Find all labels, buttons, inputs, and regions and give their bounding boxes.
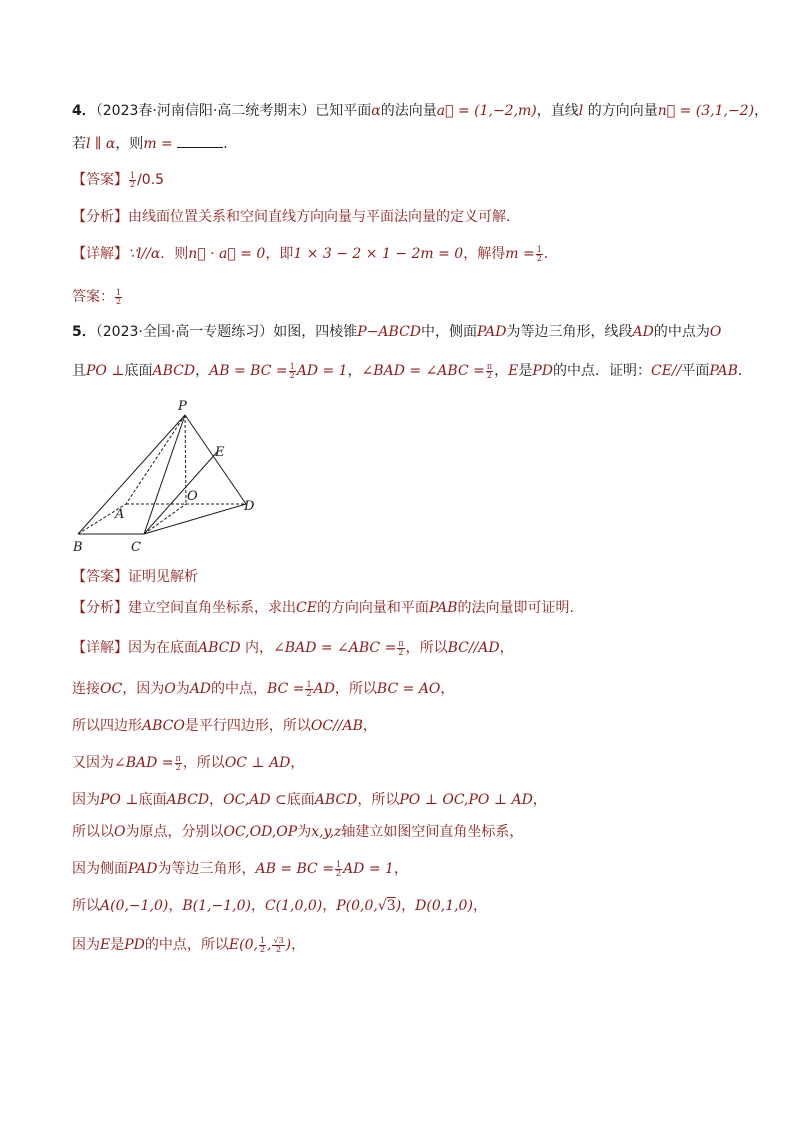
math: E(0,	[228, 937, 258, 953]
math: O	[164, 681, 176, 697]
math: AB = BC =	[209, 363, 288, 379]
math: ABCD	[166, 792, 210, 808]
math: OC	[100, 681, 123, 697]
math: ∠BAD = ∠ABC =	[361, 363, 485, 379]
math: E	[100, 937, 111, 953]
text: 的中点，	[211, 681, 268, 697]
math: 1 × 3 − 2 × 1 − 2m = 0	[293, 246, 464, 262]
answer-text: 证明见解析	[128, 569, 198, 585]
numerator: 1	[259, 935, 266, 945]
math: m =	[505, 246, 535, 262]
label-e: E	[215, 445, 225, 460]
math: PAD	[477, 324, 507, 340]
math: PO ⊥	[100, 792, 139, 808]
math: AD = 1	[296, 363, 348, 379]
text: ，	[472, 898, 487, 914]
text: ，	[532, 792, 547, 808]
edge-cd	[144, 504, 246, 534]
denominator: 2	[536, 253, 542, 263]
text: ，	[209, 792, 224, 808]
text: 因为	[72, 937, 100, 953]
numerator: 1	[335, 859, 342, 869]
math: PO ⊥ OC,PO ⊥ AD	[399, 792, 533, 808]
math: OC ⊥ AD	[224, 755, 291, 771]
fraction	[335, 861, 342, 878]
q5-detail-1	[72, 638, 754, 658]
math-alpha: α	[371, 103, 381, 119]
numerator: 1	[130, 170, 136, 180]
math: PAB	[428, 600, 458, 616]
text: 内，	[240, 640, 274, 656]
answer-tag: 【答案】	[72, 172, 128, 188]
math: ABCD	[152, 363, 196, 379]
math: )	[285, 937, 292, 953]
text: 连接	[72, 681, 100, 697]
math: PAB	[709, 363, 738, 379]
denominator: 2	[289, 370, 295, 380]
denominator: 2	[486, 370, 493, 380]
denominator: 2	[259, 944, 266, 954]
math: AD	[632, 324, 654, 340]
text: 的中点，所以	[144, 937, 229, 953]
fraction	[397, 640, 404, 657]
text: 为等边三角形，	[157, 861, 256, 877]
math: AD	[313, 681, 335, 697]
math-line-l: l	[578, 103, 584, 119]
answer-alt: /0.5	[137, 172, 165, 188]
text: ，	[250, 898, 265, 914]
text: ．则	[160, 246, 189, 262]
text: ，因为	[122, 681, 165, 697]
numerator: π	[398, 638, 404, 648]
math: ∠BAD =	[114, 755, 174, 771]
q5-detail-3	[72, 716, 754, 736]
denominator: 2	[130, 179, 136, 189]
q5-detail-7	[72, 859, 754, 879]
question-number: 5．	[72, 324, 96, 340]
fraction	[129, 172, 136, 189]
text: ，	[494, 363, 509, 379]
segment-po	[185, 415, 186, 504]
math: PO ⊥	[86, 363, 125, 379]
text: 底面	[286, 792, 315, 808]
text: 所以四边形	[72, 718, 142, 734]
text: 的法向量即可证明.	[457, 600, 574, 616]
text: .	[543, 246, 549, 262]
q5-detail-6	[72, 822, 754, 842]
fraction	[536, 246, 543, 263]
text: ，解得	[463, 246, 506, 262]
text: 平面	[681, 363, 710, 379]
numerator: π	[175, 753, 181, 763]
math: OC,OD,OP	[223, 824, 298, 840]
label-p: P	[178, 399, 187, 414]
math: PD	[124, 937, 145, 953]
text: 为等边三角形，线段	[506, 324, 633, 340]
math: ∵l//α	[128, 246, 161, 262]
text: 如图，四棱锥	[273, 324, 358, 340]
text: 是	[518, 363, 533, 379]
q5-answer	[72, 567, 754, 587]
fraction	[272, 937, 284, 954]
label-o: O	[187, 489, 198, 504]
label-b: B	[73, 540, 83, 555]
analysis-tag: 【分析】	[72, 600, 128, 616]
q4-stem-line1	[72, 101, 769, 121]
label-d: D	[244, 499, 255, 514]
math-normal-vector: a⃗ = (1,−2,m)	[436, 103, 537, 119]
math: ABCO	[142, 718, 185, 734]
question-number: 4．	[72, 103, 96, 119]
text: ，直线	[536, 103, 579, 119]
q4-analysis	[72, 207, 754, 227]
math: BC =	[267, 681, 305, 697]
fraction	[259, 937, 266, 954]
math: OC,AD ⊂	[223, 792, 287, 808]
text: 因为在底面	[128, 640, 198, 656]
numerator: √3	[273, 935, 284, 945]
text: ，所以	[405, 640, 448, 656]
text: 所以	[72, 898, 100, 914]
text: 中，侧面	[421, 324, 478, 340]
q5-detail-4	[72, 753, 754, 773]
fraction	[486, 363, 493, 380]
text: 为原点，分别以	[125, 824, 224, 840]
numerator: π	[486, 361, 493, 371]
math: PAD	[128, 861, 158, 877]
segment-ce	[144, 452, 217, 534]
answer-tag: 【答案】	[72, 569, 128, 585]
math: AD = 1	[343, 861, 394, 877]
math: C(1,0,0)	[264, 898, 323, 914]
math: OC//AB	[310, 718, 363, 734]
math-direction-vector: n⃗ = (3,1,−2)	[657, 103, 755, 119]
numerator: 1	[116, 287, 122, 297]
text: 若	[72, 136, 86, 152]
math-condition: l ∥ α	[86, 136, 116, 152]
q4-stem-line2	[72, 133, 754, 154]
math: 3	[386, 898, 396, 914]
text: ，	[499, 640, 514, 656]
q4-answer	[72, 170, 754, 190]
math: BC//AD	[447, 640, 500, 656]
detail-tag: 【详解】	[72, 246, 128, 262]
text: 底面	[124, 363, 153, 379]
sqrt-symbol: √	[377, 898, 387, 914]
math: P(0,0,	[336, 898, 378, 914]
q5-analysis	[72, 598, 754, 618]
text: ，	[347, 363, 362, 379]
q4-detail	[72, 244, 754, 264]
edge-pc	[144, 415, 185, 534]
math: n⃗ · a⃗ = 0	[188, 246, 266, 262]
math-m: m =	[143, 136, 173, 152]
text: 为	[175, 681, 190, 697]
q5-detail-2	[72, 679, 754, 699]
text: ，则	[115, 136, 144, 152]
denominator: 2	[398, 647, 404, 657]
numerator: 1	[536, 244, 542, 254]
text: 建立空间直角坐标系，求出	[128, 600, 296, 616]
analysis-text: 由线面位置关系和空间直线方向向量与平面法向量的定义可解.	[128, 209, 511, 225]
math: A(0,−1,0)	[100, 898, 169, 914]
text: 又因为	[72, 755, 114, 771]
text: ，所以	[182, 755, 225, 771]
math: ABCD	[314, 792, 358, 808]
q5-detail-9	[72, 935, 754, 955]
text: 且	[72, 363, 86, 379]
text: 为	[297, 824, 312, 840]
q4-final	[72, 287, 754, 307]
text: ，	[291, 937, 306, 953]
text: ，	[754, 103, 769, 119]
math: O	[709, 324, 722, 340]
denominator: 2	[335, 868, 342, 878]
fraction	[305, 681, 312, 698]
fraction	[175, 755, 182, 772]
text: 的中点．证明：	[553, 363, 651, 379]
math: AD	[189, 681, 212, 697]
label-c: C	[131, 540, 141, 555]
answer-blank	[177, 133, 223, 148]
text: .	[223, 136, 228, 152]
math: x,y,z	[311, 824, 342, 840]
q5-detail-8	[72, 896, 754, 916]
math: ABCD	[198, 640, 241, 656]
math: BC = AO	[376, 681, 441, 697]
text: ，	[393, 861, 408, 877]
text: 因为侧面	[72, 861, 128, 877]
math: PD	[532, 363, 553, 379]
detail-tag: 【详解】	[72, 640, 128, 656]
text: ，	[290, 755, 305, 771]
numerator: 1	[289, 361, 295, 371]
math: B(1,−1,0)	[182, 898, 251, 914]
text: 是	[110, 937, 125, 953]
math: D(0,1,0)	[415, 898, 473, 914]
text: .	[737, 363, 743, 379]
numerator: 1	[306, 679, 312, 689]
text: 的方向向量和平面	[316, 600, 429, 616]
text: ，所以	[334, 681, 377, 697]
final-label: 答案：	[72, 289, 114, 305]
segment-oc	[144, 504, 186, 534]
edge-pa	[126, 415, 185, 504]
text: ，所以	[357, 792, 400, 808]
text: 的法向量	[380, 103, 437, 119]
text: 已知平面	[315, 103, 372, 119]
text: 因为	[72, 792, 100, 808]
text: ，即	[265, 246, 294, 262]
text: 所以以	[72, 824, 114, 840]
denominator: 2	[276, 944, 282, 954]
text: ，	[168, 898, 183, 914]
fraction	[115, 289, 122, 306]
math: O	[114, 824, 126, 840]
text: ，	[195, 363, 210, 379]
math: AB = BC =	[255, 861, 334, 877]
denominator: 2	[175, 762, 181, 772]
denominator: 2	[306, 688, 312, 698]
math: )	[395, 898, 402, 914]
text: 的中点为	[653, 324, 710, 340]
math: P−ABCD	[357, 324, 422, 340]
text: 的方向向量	[583, 103, 658, 119]
analysis-tag: 【分析】	[72, 209, 128, 225]
label-a: A	[115, 507, 125, 522]
math: ,	[267, 937, 272, 953]
question-source: （2023·全国·高一专题练习）	[95, 324, 274, 340]
fraction	[289, 363, 296, 380]
text: ，	[440, 681, 455, 697]
q5-detail-5	[72, 790, 754, 810]
math: ∠BAD = ∠ABC =	[273, 640, 397, 656]
question-source: （2023春·河南信阳·高二统考期末）	[95, 103, 316, 119]
text: ，	[401, 898, 416, 914]
math: E	[508, 363, 519, 379]
text: 底面	[138, 792, 167, 808]
text: ，	[362, 718, 377, 734]
text: 是平行四边形，所以	[184, 718, 311, 734]
q5-stem-line1	[72, 322, 754, 342]
denominator: 2	[116, 296, 122, 306]
math: CE	[296, 600, 317, 616]
text: 轴建立如图空间直角坐标系，	[341, 824, 524, 840]
pyramid-figure	[64, 394, 274, 556]
q5-stem-line2	[72, 361, 754, 381]
math: CE//	[651, 363, 682, 379]
text: ，	[322, 898, 337, 914]
